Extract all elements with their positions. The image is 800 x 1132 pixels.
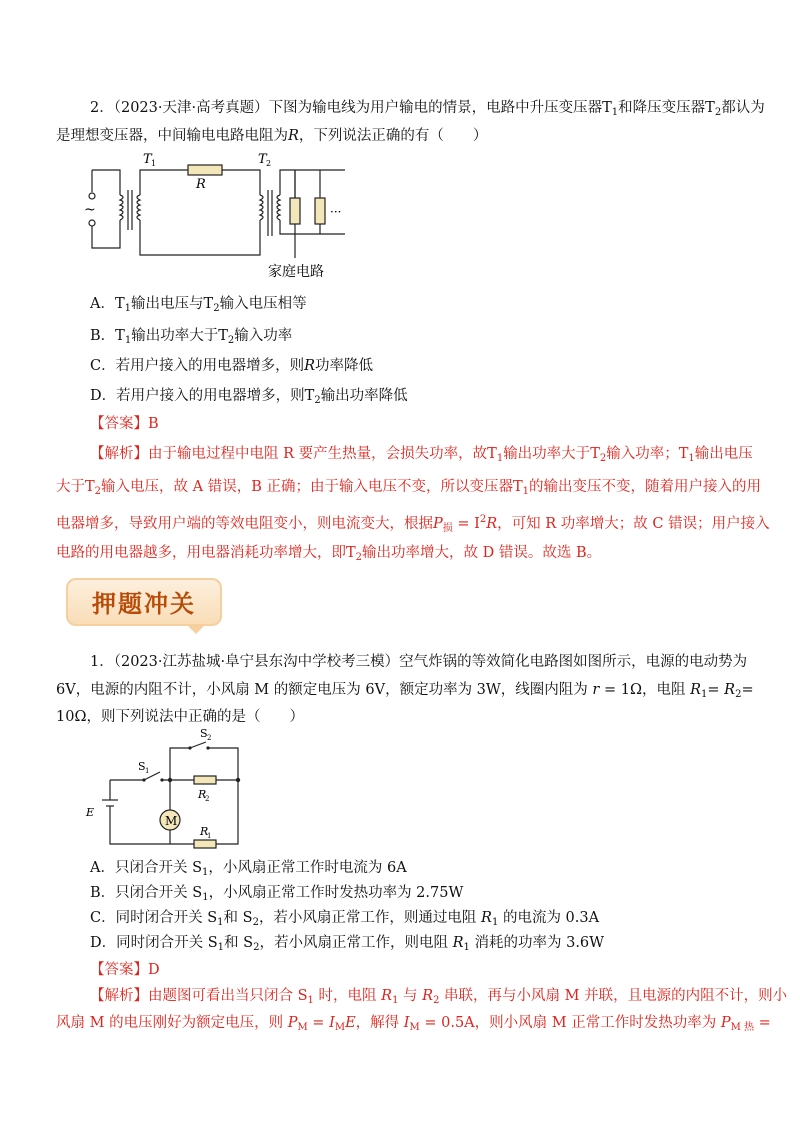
- q1-analysis-line2: 风扇 M 的电压刚好为额定电压，则 $P_M = I_ME$，解得 $I_M = 0.5A$，则小风扇 M 正常工作时发热功率为 $P_{M 热}$ =: [56, 1015, 771, 1033]
- q2-analysis-line2: 大于$T_2$输入电压，故 A 错误，B 正确；由于输入电压不变，所以变压器$T_1$的输出变压不变，随着用户接入的用: [56, 479, 762, 497]
- q1-analysis-line1: 【解析】由题图可看出当只闭合 $S_1$ 时，电阻 $R_1$ 与 $R_2$ 串联，再与小风扇 M 并联，且电源的内阻不计，则小: [90, 988, 788, 1006]
- s1-label: S: [138, 760, 146, 773]
- q2-option-c: C．若用户接入的用电器增多，则R功率降低: [90, 358, 374, 374]
- q2-analysis-line1: 【解析】由于输电过程中电阻 R 要产生热量，会损失功率，故$T_1$输出功率大于$T_2$输入功率；$T_1$输出电压: [90, 446, 753, 464]
- s2-label: S: [200, 727, 208, 740]
- q2-option-b: B．$T_1$输出功率大于$T_2$输入功率: [90, 328, 293, 346]
- t1-label: T: [143, 152, 152, 167]
- q2-option-d: D．若用户接入的用电器增多，则$T_2$输出功率降低: [90, 388, 408, 406]
- section-banner-title: 押题冲关: [92, 590, 196, 618]
- q2-answer: 【答案】B: [90, 416, 159, 432]
- svg-text:1: 1: [151, 159, 157, 168]
- q1-option-c: C．同时闭合开关 $S_1$和 $S_2$，若小风扇正常工作，则通过电阻 $R_1$ 的电流为 0.3A: [90, 910, 600, 928]
- q2-stem-line2: 是理想变压器，中间输电电路电阻为R，下列说法正确的有（ ）: [56, 128, 488, 144]
- transmission-circuit-diagram: [80, 150, 370, 285]
- q1-stem-line1: 1．（2023·江苏盐城·阜宁县东沟中学校考三模）空气炸锅的等效简化电路图如图所示，电源的电动势为: [90, 654, 748, 670]
- q2-analysis-line3: 电器增多，导致用户端的等效电阻变小，则电流变大，根据$P_损 = I^2R$，可知 R 功率增大；故 C 错误；用户接入: [56, 514, 770, 534]
- ac-symbol: ~: [84, 202, 96, 218]
- q1-option-d: D．同时闭合开关 $S_1$和 $S_2$，若小风扇正常工作，则电阻 $R_1$ 消耗的功率为 3.6W: [90, 935, 605, 953]
- emf-label: E: [86, 806, 95, 819]
- r1-label: R: [200, 825, 209, 838]
- motor-label: M: [165, 814, 178, 828]
- svg-text:1: 1: [145, 767, 150, 775]
- q1-stem-line2: 6V，电源的内阻不计，小风扇 M 的额定电压为 6V，额定功率为 3W，线圈内阻为 r = 1Ω，电阻 $R_1= R_2=$: [56, 682, 754, 700]
- svg-text:1: 1: [207, 832, 212, 840]
- home-circuit-label: 家庭电路: [268, 264, 324, 280]
- q2-analysis-line4: 电路的用电器越多，用电器消耗功率增大，即$T_2$输出功率增大，故 D 错误。故选 B。: [56, 545, 602, 563]
- r2-label: R: [198, 788, 207, 801]
- more-loads-dots: ···: [330, 205, 342, 219]
- svg-text:2: 2: [205, 795, 210, 803]
- svg-text:2: 2: [207, 734, 212, 742]
- svg-text:2: 2: [266, 159, 272, 168]
- q2-option-a: A．$T_1$输出电压与$T_2$输入电压相等: [90, 296, 307, 314]
- r-label: R: [196, 177, 206, 192]
- banner-tail: [186, 624, 206, 634]
- q1-answer: 【答案】D: [90, 962, 160, 978]
- q1-stem-line3: 10Ω，则下列说法中正确的是（ ）: [56, 709, 304, 725]
- q2-stem-line1: 2．（2023·天津·高考真题）下图为输电线为用户输电的情景，电路中升压变压器$T_1$和降压变压器$T_2$都认为: [90, 100, 765, 118]
- t2-label: T: [258, 152, 267, 167]
- q1-option-a: A．只闭合开关 $S_1$，小风扇正常工作时电流为 6A: [90, 860, 407, 878]
- q1-option-b: B．只闭合开关 $S_1$，小风扇正常工作时发热功率为 2.75W: [90, 885, 464, 903]
- air-fryer-circuit-diagram: [80, 726, 280, 850]
